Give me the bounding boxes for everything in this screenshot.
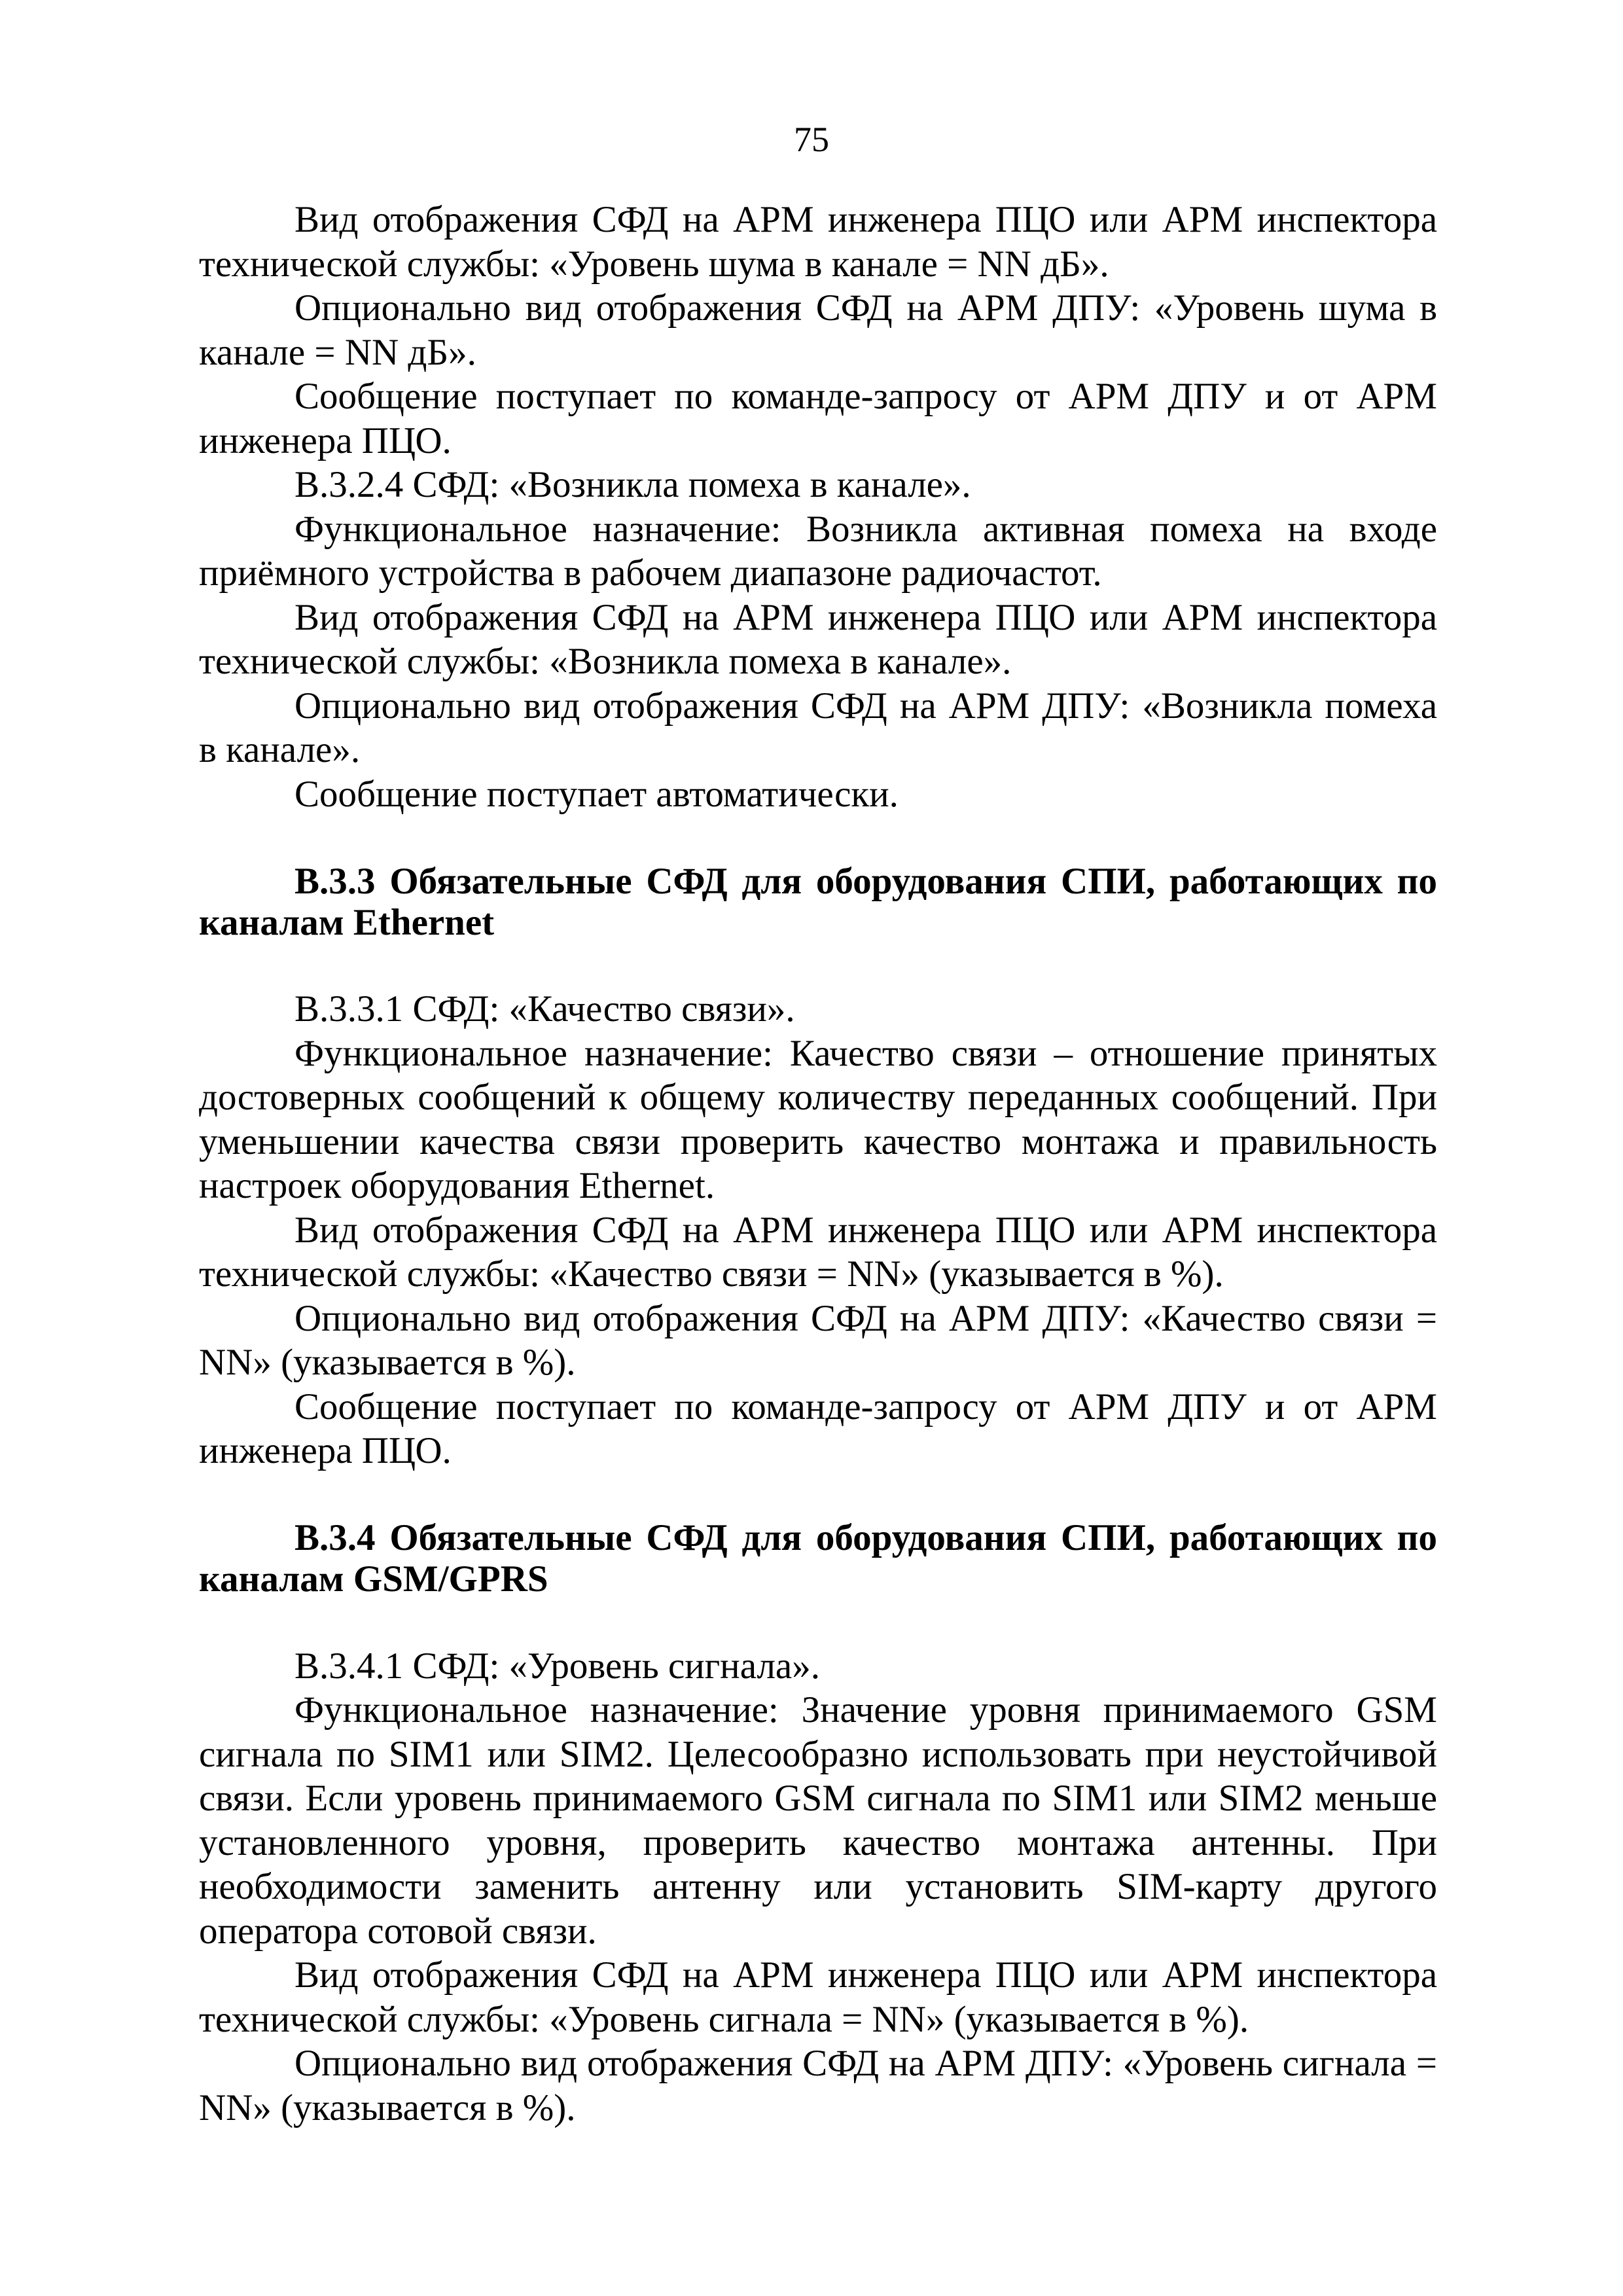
paragraph: Вид отображения СФД на АРМ инженера ПЦО или АРМ инспектора технической службы: «Уровень шума в канале = NN дБ».: [199, 199, 1437, 285]
paragraph: В.3.3.1 СФД: «Качество связи».: [294, 988, 795, 1030]
page-number: 75: [794, 120, 829, 159]
paragraph: Опционально вид отображения СФД на АРМ ДПУ: «Возникла помеха в канале».: [199, 685, 1437, 770]
paragraph: Вид отображения СФД на АРМ инженера ПЦО или АРМ инспектора технической службы: «Качество связи = NN» (указывается в %).: [199, 1209, 1437, 1295]
paragraph: Функциональное назначение: Значение уровня принимаемого GSM сигнала по SIM1 или SIM2. Целесообразно использовать при неустойчивой связи. Если уровень принимаемого GSM сигнала по SIM1 или SIM2 меньше установленного уровня, проверить качество монтажа антенны. При необходимости заменить антенну или установить SIM-карту другого оператора сотовой связи.: [199, 1689, 1437, 1952]
section-heading: В.3.4 Обязательные СФД для оборудования СПИ, работающих по каналам GSM/GPRS: [199, 1517, 1437, 1600]
paragraph: Опционально вид отображения СФД на АРМ ДПУ: «Уровень сигнала = NN» (указывается в %).: [199, 2043, 1437, 2128]
paragraph: В.3.2.4 СФД: «Возникла помеха в канале».: [294, 464, 971, 505]
section-heading: В.3.3 Обязательные СФД для оборудования СПИ, работающих по каналам Ethernet: [199, 860, 1437, 943]
paragraph: Функциональное назначение: Возникла активная помеха на входе приёмного устройства в рабочем диапазоне радиочастот.: [199, 508, 1437, 594]
paragraph: Функциональное назначение: Качество связи – отношение принятых достоверных сообщений к общему количеству переданных сообщений. При уменьшении качества связи проверить качество монтажа и правильность настроек оборудования Ethernet.: [199, 1032, 1437, 1206]
paragraph: Сообщение поступает по команде-запросу от АРМ ДПУ и от АРМ инженера ПЦО.: [199, 376, 1437, 461]
paragraph: В.3.4.1 СФД: «Уровень сигнала».: [294, 1645, 820, 1687]
paragraph: Сообщение поступает по команде-запросу от АРМ ДПУ и от АРМ инженера ПЦО.: [199, 1386, 1437, 1471]
paragraph: Опционально вид отображения СФД на АРМ ДПУ: «Качество связи = NN» (указывается в %).: [199, 1297, 1437, 1383]
paragraph: Опционально вид отображения СФД на АРМ ДПУ: «Уровень шума в канале = NN дБ».: [199, 287, 1437, 373]
paragraph: Сообщение поступает автоматически.: [294, 773, 899, 815]
paragraph: Вид отображения СФД на АРМ инженера ПЦО или АРМ инспектора технической службы: «Возникла помеха в канале».: [199, 596, 1437, 682]
page-body: [199, 198, 1437, 2130]
paragraph: Вид отображения СФД на АРМ инженера ПЦО или АРМ инспектора технической службы: «Уровень сигнала = NN» (указывается в %).: [199, 1954, 1437, 2040]
